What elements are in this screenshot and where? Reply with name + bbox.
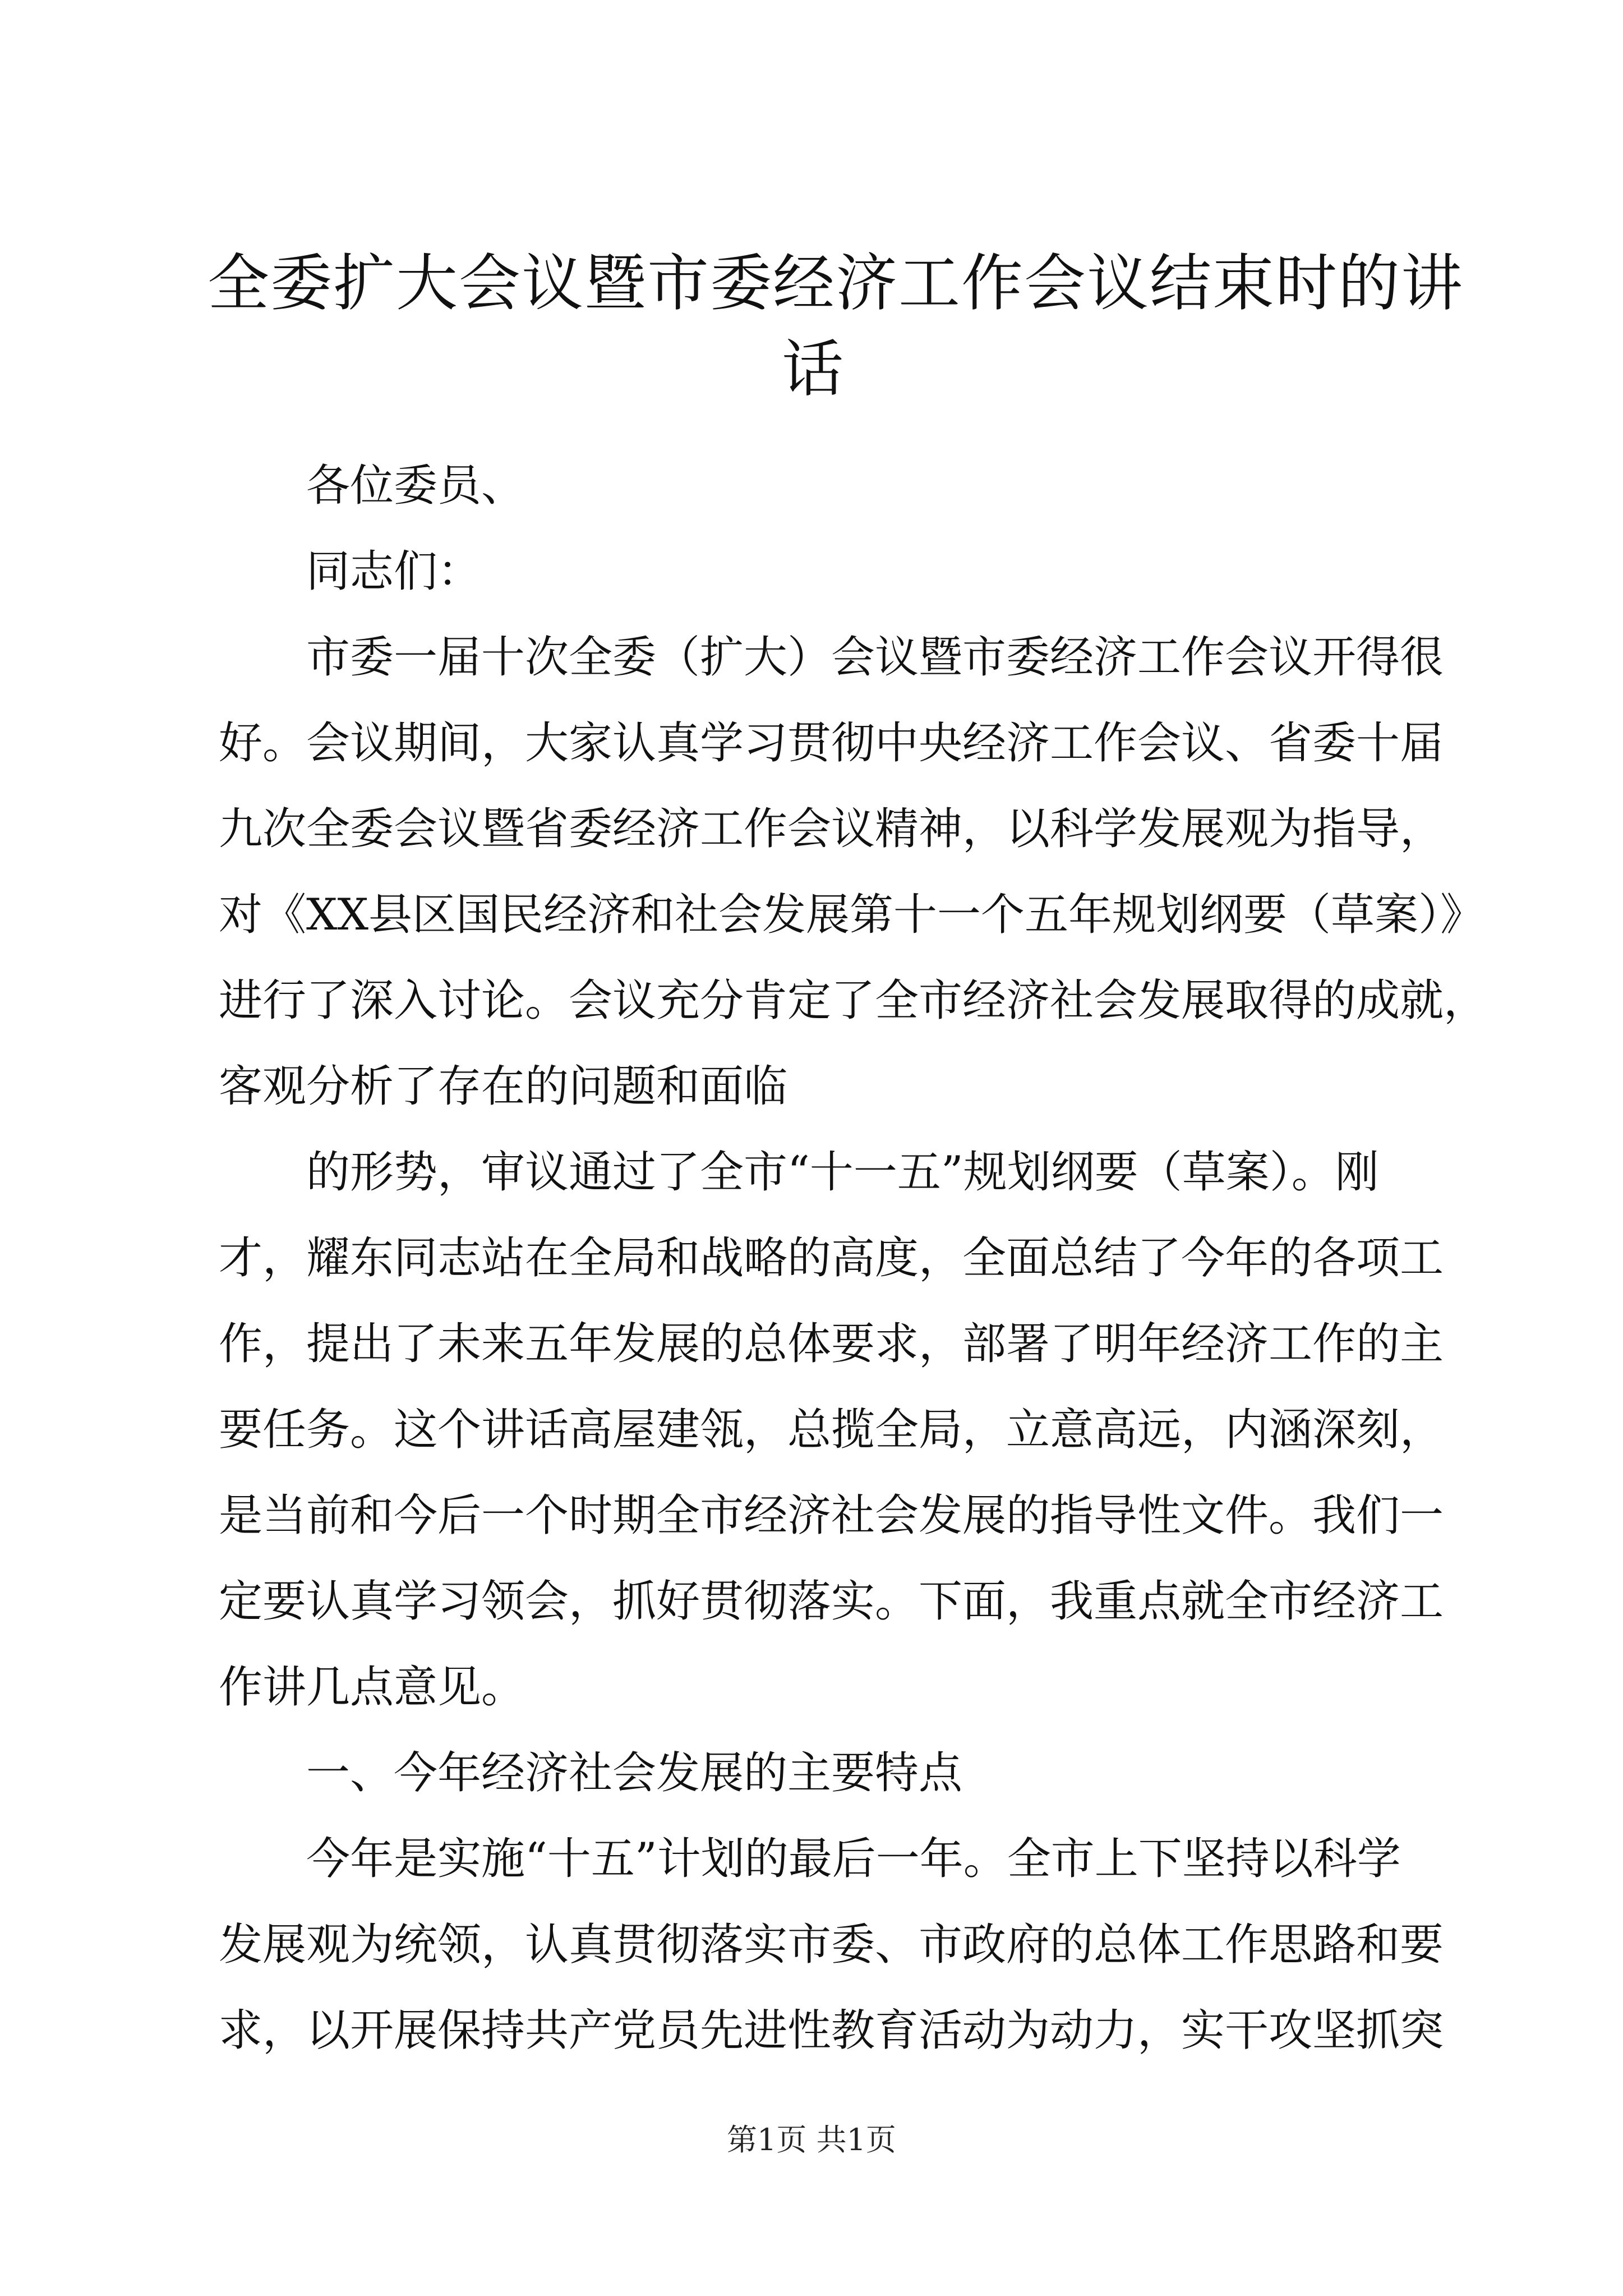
body-line: 求，以开展保持共产党员先进性教育活动为动力，实干攻坚抓突: [219, 2005, 1444, 2056]
body-line: 同志们：: [306, 546, 482, 597]
body-line: 好。会议期间，大家认真学习贯彻中央经济工作会议、省委十届: [219, 718, 1444, 769]
body-line: 今年是实施“十五”计划的最后一年。全市上下坚持以科学: [306, 1834, 1401, 1884]
body-line: 定要认真学习领会，抓好贯彻落实。下面，我重点就全市经济工: [219, 1576, 1444, 1627]
body-line: 作讲几点意见。: [219, 1662, 525, 1713]
body-line: 市委一届十次全委（扩大）会议暨市委经济工作会议开得很: [306, 632, 1444, 683]
body-line: 发展观为统领，认真贯彻落实市委、市政府的总体工作思路和要: [219, 1920, 1444, 1970]
body-line: 才，耀东同志站在全局和战略的高度，全面总结了今年的各项工: [219, 1233, 1444, 1283]
body-line: 进行了深入讨论。会议充分肯定了全市经济社会发展取得的成就，: [219, 976, 1488, 1026]
document-title: [208, 241, 1464, 413]
body-line: 九次全委会议暨省委经济工作会议精神，以科学发展观为指导，: [219, 804, 1444, 854]
title-line: 全委扩大会议暨市委经济工作会议结束时的讲: [208, 247, 1464, 319]
body-line: 客观分析了存在的问题和面临: [219, 1061, 788, 1112]
title-line: 话: [782, 333, 845, 405]
body-line: 一、今年经济社会发展的主要特点: [306, 1748, 963, 1798]
page-footer: 第1页 共1页: [727, 2122, 896, 2157]
body-line: 各位委员、: [306, 461, 525, 511]
body-line: 要任务。这个讲话高屋建瓴，总揽全局，立意高远，内涵深刻，: [219, 1405, 1444, 1455]
body-line: 是当前和今后一个时期全市经济社会发展的指导性文件。我们一: [219, 1490, 1444, 1541]
document-body: [219, 443, 1488, 2074]
body-line: 作，提出了未来五年发展的总体要求，部署了明年经济工作的主: [219, 1319, 1444, 1369]
body-line: 的形势，审议通过了全市“十一五”规划纲要（草案）。刚: [306, 1147, 1379, 1198]
body-line: 对《XX县区国民经济和社会发展第十一个五年规划纲要（草案）》: [219, 890, 1484, 940]
